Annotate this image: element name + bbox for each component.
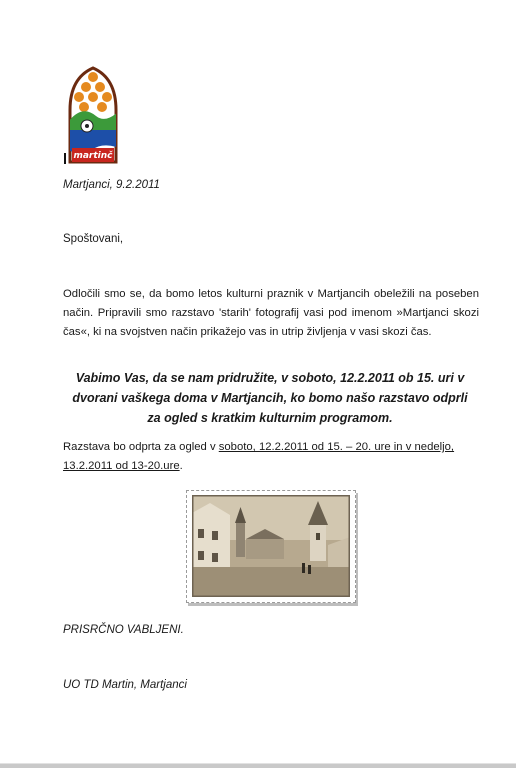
exhibit-intro: Razstava bo odprta za ogled v	[63, 441, 219, 453]
page-edge	[0, 764, 516, 768]
svg-text:martinč: martinč	[73, 151, 113, 161]
text-cursor	[64, 153, 66, 164]
closing-line: PRISRČNO VABLJENI.	[63, 624, 184, 636]
date-line: Martjanci, 9.2.2011	[63, 179, 160, 191]
invitation-text: Vabimo Vas, da se nam pridružite, v soboto, 12.2.2011 ob 15. uri v dvorani vaškega doma v Martjancih, ko bomo našo razstavo odprli za ogled s kratkim kulturnim programom.	[72, 371, 468, 425]
body-paragraph: Odločili smo se, da bomo letos kulturni praznik v Martjancih obeležili na poseben način. Pripravili smo razstavo 'starih' fotografij vasi pod imenom »Martjanci skozi čas«, ki na svojstven način prikažejo vas in utrip življenja v vasi skozi čas.	[63, 288, 479, 338]
old-village-photo	[192, 495, 350, 597]
exhibit-dates: soboto, 12.2.2011 od 15. – 20. ure in v nedeljo, 13.2.2011 od 13-20.ure	[63, 441, 455, 472]
greeting: Spoštovani,	[63, 233, 124, 245]
exhibit-end: .	[179, 460, 183, 472]
old-photo-frame	[186, 490, 356, 603]
society-logo	[62, 64, 124, 164]
exhibit-schedule	[63, 438, 479, 476]
signature: UO TD Martin, Martjanci	[63, 679, 187, 691]
